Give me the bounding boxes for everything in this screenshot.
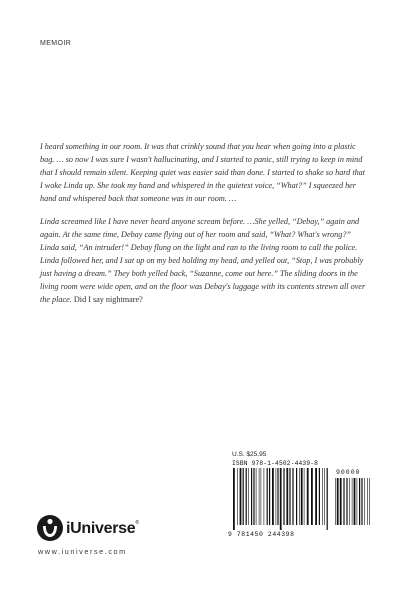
barcode-bar: [264, 468, 265, 525]
barcode-bar: [307, 468, 309, 525]
barcode-bar: [340, 478, 342, 525]
barcode-bar: [361, 478, 362, 525]
barcode-bar: [292, 468, 293, 525]
excerpt-paragraph-2-text: Linda screamed like I have never heard anyone scream before. …She yelled, “Debay,” again and again. At the same time, Debay came flying out of her room and said, “What? What's wrong?” Linda said, “An intruder!” Debay flung on the light and ran to the living room to call the police. Linda followed her, and I sat up on my bed holding my head, and yelled out, “Stop, I was probably just having a dream.” They both yelled back, “Suzanne, come out here.” The sliding doors in the living room were wide open, and on the floor was Debay's luggage with its contents strewn all over the place.: [40, 217, 366, 304]
barcode-bar: [357, 478, 358, 525]
barcode-bar: [253, 468, 254, 525]
barcode-bar: [267, 468, 268, 525]
barcode-bar: [304, 468, 305, 525]
barcode-bar: [237, 468, 238, 525]
book-excerpt: [40, 140, 368, 316]
barcode-bar: [251, 468, 252, 525]
barcode-bar: [315, 468, 317, 525]
barcode-bar: [246, 468, 247, 525]
barcode-bar: [272, 468, 274, 525]
isbn-label: ISBN 978-1-4502-4439-8: [232, 460, 319, 467]
barcode-bar: [337, 478, 339, 525]
barcode-bar: [269, 468, 270, 525]
excerpt-paragraph-1: I heard something in our room. It was that crinkly sound that you hear when going into a plastic bag. … so now I was sure I wasn't hallucinating, and I started to panic, still trying to keep in mind that I should remain silent. Keeping quiet was easier said than done. I started to shake so hard that I woke Linda up. She took my hand and whispered in the quietest voice, “What?” I squeezed her hand and whispered back that someone was in our room. …: [40, 142, 366, 203]
barcode-bar: [296, 468, 297, 525]
barcode-bar: [240, 468, 242, 525]
barcode-bar: [319, 468, 320, 525]
barcode-bar: [324, 468, 325, 525]
publisher-url: www.iuniverse.com: [38, 547, 127, 556]
barcode-bar: [367, 478, 368, 525]
excerpt-paragraph-2: [40, 215, 368, 306]
trademark-symbol: ®: [135, 520, 139, 526]
barcode-bar: [364, 478, 365, 525]
barcode-bar: [286, 468, 288, 525]
barcode-bar: [327, 468, 328, 530]
barcode-bar: [346, 478, 347, 525]
barcode-bar: [261, 468, 262, 525]
excerpt-closing-question: Did I say nightmare?: [71, 295, 143, 304]
barcode-bar: [243, 468, 244, 525]
barcode-bar: [335, 478, 336, 525]
barcode-bar: [322, 468, 323, 525]
barcode-bar: [301, 468, 303, 525]
barcode-bar: [256, 468, 257, 525]
price-label: U.S. $25.95: [232, 451, 267, 458]
barcode-bar: [248, 468, 249, 525]
barcode-bar: [359, 478, 360, 525]
barcode-bar: [233, 468, 235, 530]
barcode: [232, 468, 330, 530]
barcode-addon: [334, 478, 372, 530]
genre-label: MEMOIR: [40, 40, 72, 47]
barcode-bar: [343, 478, 344, 525]
publisher-mark-icon: [36, 514, 64, 542]
barcode-bar: [311, 468, 313, 525]
barcode-bar: [349, 478, 350, 525]
barcode-bar: [283, 468, 284, 525]
barcode-bar: [276, 468, 277, 525]
barcode-bar: [299, 468, 300, 525]
publisher-name: [66, 520, 139, 538]
barcode-addon-digits: 90000: [336, 469, 361, 476]
barcode-bar: [354, 478, 356, 525]
barcode-number: 9 781450 244398: [228, 531, 295, 538]
barcode-bar: [277, 468, 278, 525]
barcode-bar: [352, 478, 353, 525]
barcode-bar: [289, 468, 290, 525]
barcode-bar: [369, 478, 370, 525]
barcode-bar: [259, 468, 260, 525]
barcode-bar: [280, 468, 282, 530]
publisher-name-text: iUniverse: [66, 520, 136, 537]
